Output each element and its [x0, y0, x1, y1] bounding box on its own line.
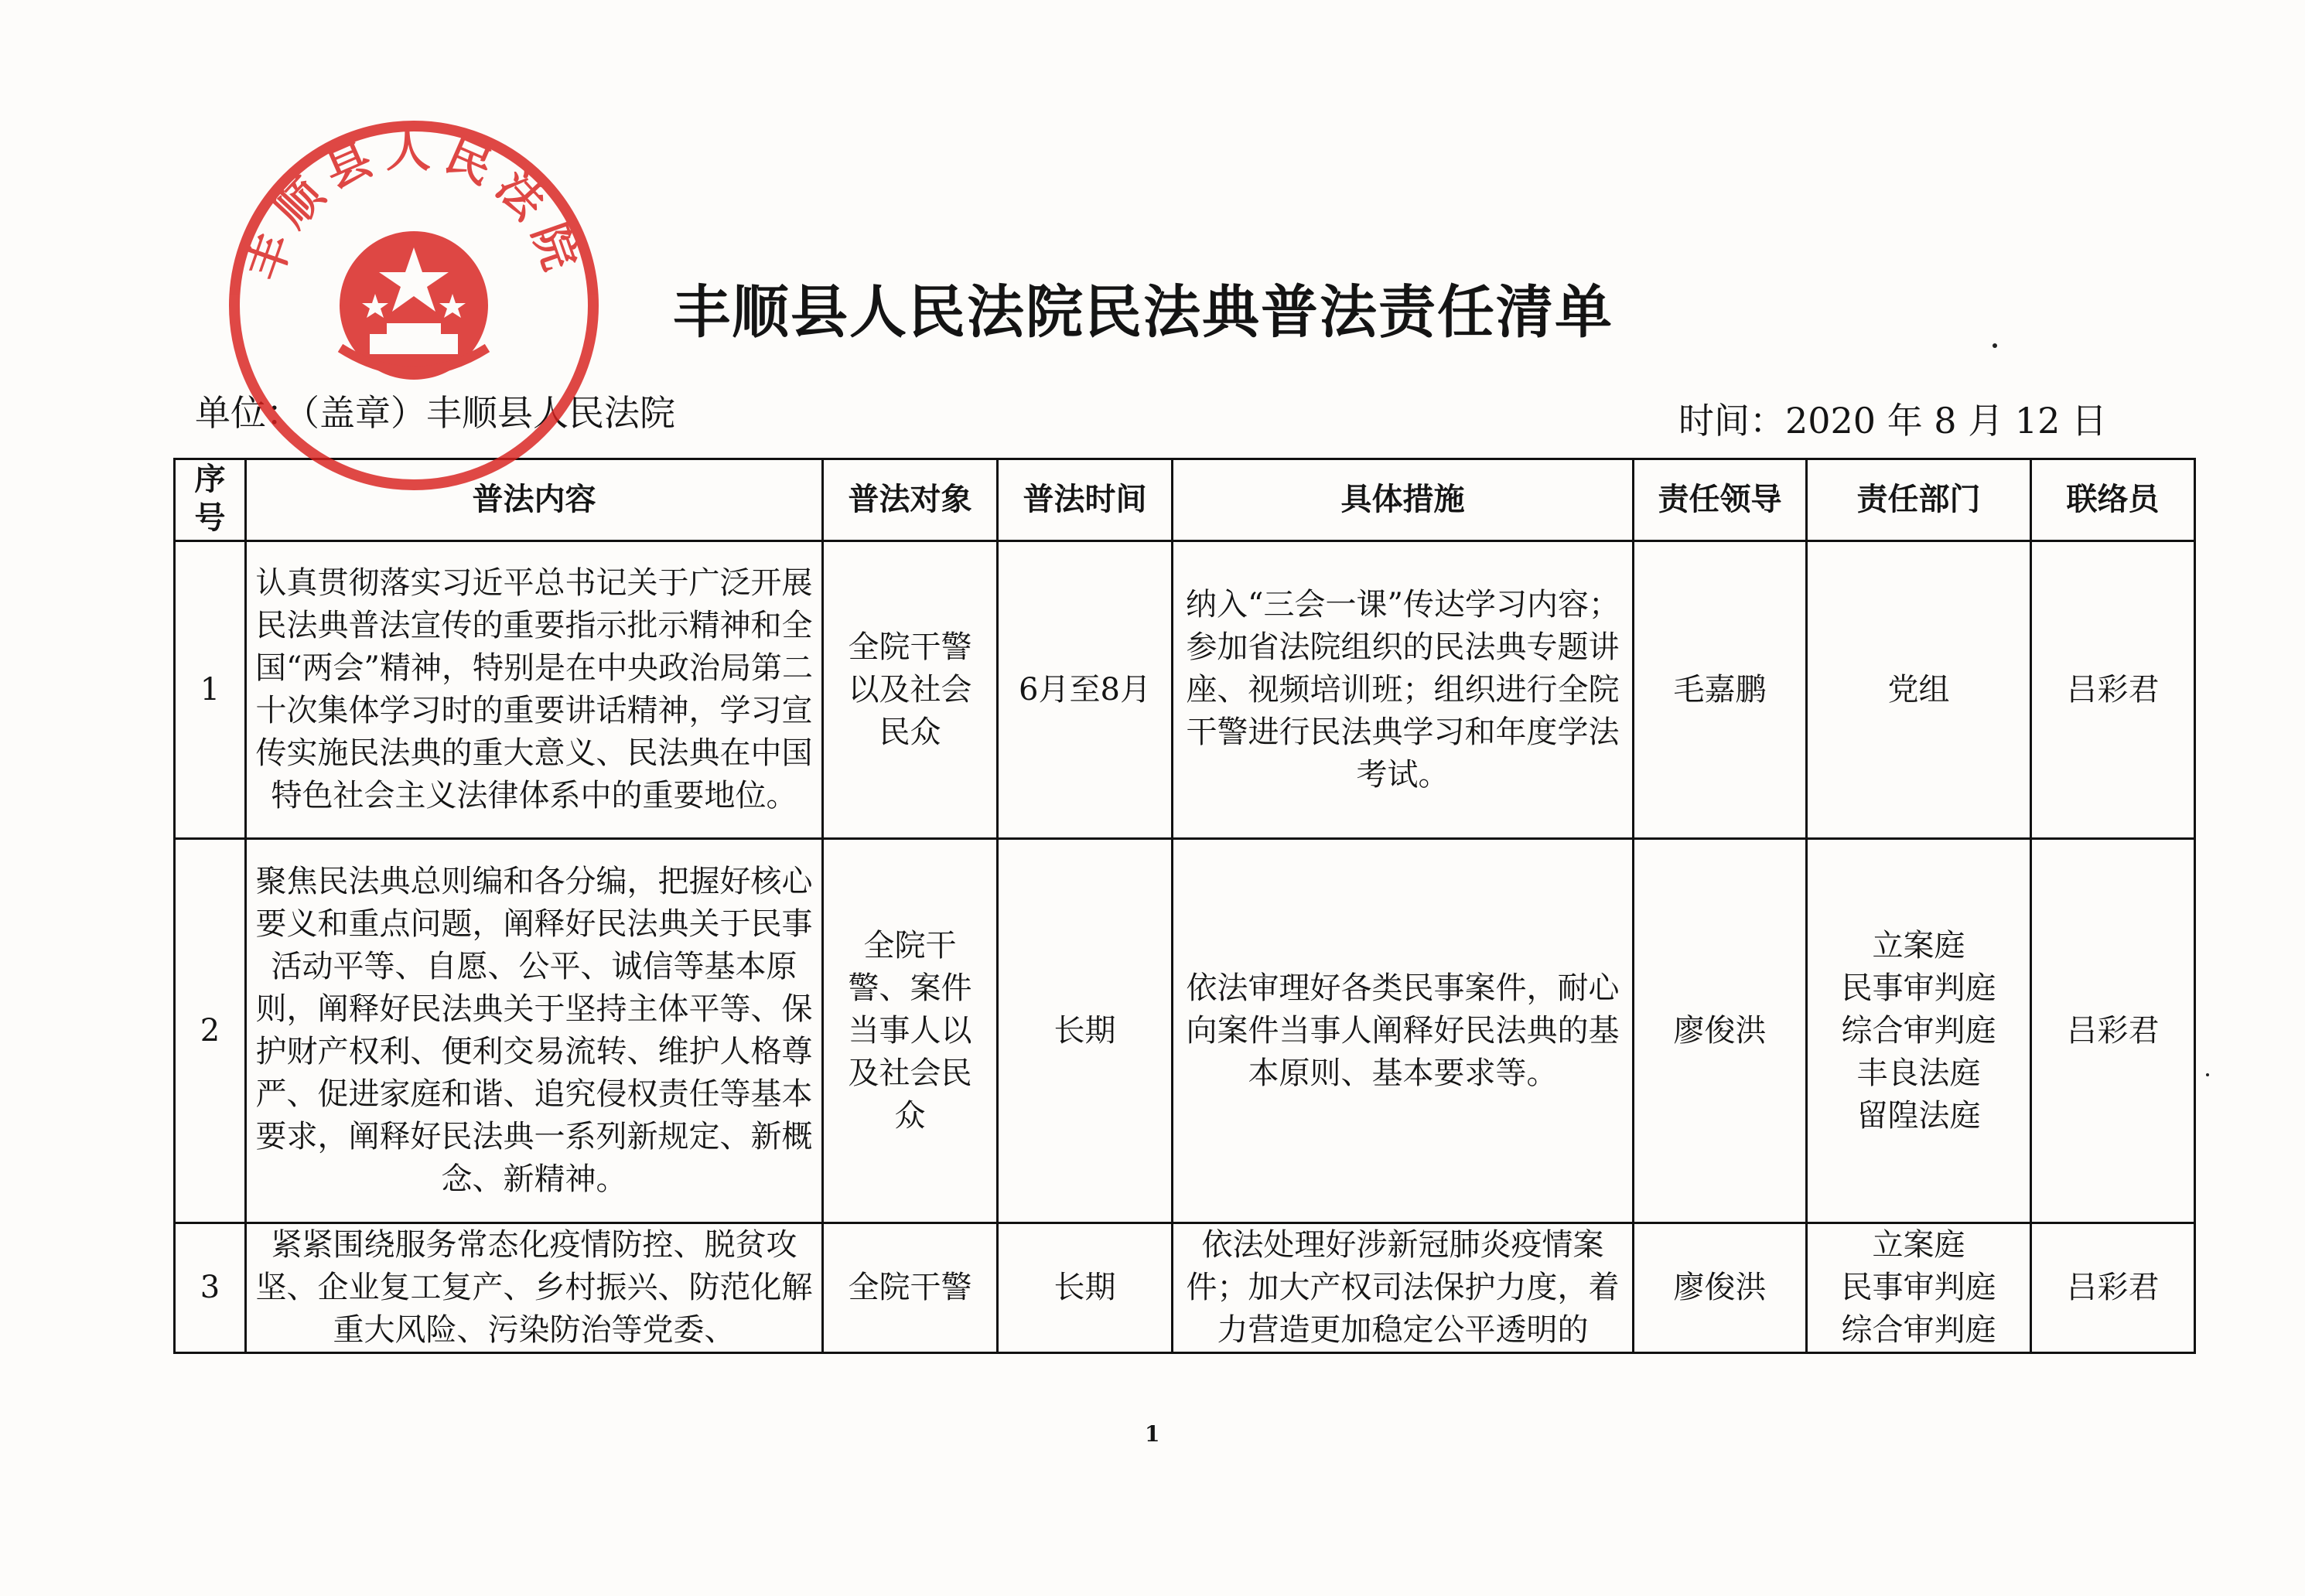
header-target: 普法对象	[823, 459, 998, 541]
row-number: 3	[175, 1223, 246, 1353]
row-dept: 立案庭 民事审判庭 综合审判庭	[1807, 1223, 2031, 1353]
header-time: 普法时间	[998, 459, 1173, 541]
header-dept: 责任部门	[1807, 459, 2031, 541]
row-time: 长期	[998, 839, 1173, 1223]
row-leader: 廖俊洪	[1634, 839, 1807, 1223]
header-no: 序号	[175, 459, 246, 541]
row-contact: 吕彩君	[2031, 541, 2195, 839]
row-leader: 廖俊洪	[1634, 1223, 1807, 1353]
row-dept: 立案庭 民事审判庭 综合审判庭 丰良法庭 留隍法庭	[1807, 839, 2031, 1223]
header-content: 普法内容	[246, 459, 823, 541]
row-contact: 吕彩君	[2031, 839, 2195, 1223]
row-number: 1	[175, 541, 246, 839]
row-content: 认真贯彻落实习近平总书记关于广泛开展民法典普法宣传的重要指示批示精神和全国“两会”精神，特别是在中央政治局第二十次集体学习时的重要讲话精神，学习宣传实施民法典的重大意义、民法典在中国特色社会主义法律体系中的重要地位。	[246, 541, 823, 839]
page-number: 1	[1145, 1421, 1160, 1447]
speck-mark	[2206, 1073, 2209, 1076]
court-seal-icon	[224, 116, 603, 495]
row-target: 全院干警以及社会民众	[823, 541, 998, 839]
row-content: 聚焦民法典总则编和各分编，把握好核心要义和重点问题，阐释好民法典关于民事活动平等、自愿、公平、诚信等基本原则，阐释好民法典关于坚持主体平等、保护财产权利、便利交易流转、维护人格尊严、促进家庭和谐、追究侵权责任等基本要求，阐释好民法典一系列新规定、新概念、新精神。	[246, 839, 823, 1223]
row-contact: 吕彩君	[2031, 1223, 2195, 1353]
header-contact: 联络员	[2031, 459, 2195, 541]
row-measures: 依法处理好涉新冠肺炎疫情案件；加大产权司法保护力度，着力营造更加稳定公平透明的	[1173, 1223, 1634, 1353]
row-number: 2	[175, 839, 246, 1223]
row-measures: 依法审理好各类民事案件，耐心向案件当事人阐释好民法典的基本原则、基本要求等。	[1173, 839, 1634, 1223]
row-measures: 纳入“三会一课”传达学习内容；参加省法院组织的民法典专题讲座、视频培训班；组织进行全院干警进行民法典学习和年度学法考试。	[1173, 541, 1634, 839]
table-row	[175, 839, 2195, 1223]
header-measures: 具体措施	[1173, 459, 1634, 541]
row-time: 6月至8月	[998, 541, 1173, 839]
responsibility-table	[173, 458, 2196, 1354]
document-title: 丰顺县人民法院民法典普法责任清单	[673, 279, 1614, 346]
header-leader: 责任领导	[1634, 459, 1807, 541]
table-row	[175, 541, 2195, 839]
row-content: 紧紧围绕服务常态化疫情防控、脱贫攻坚、企业复工复产、乡村振兴、防范化解重大风险、污染防治等党委、	[246, 1223, 823, 1353]
row-dept: 党组	[1807, 541, 2031, 839]
row-leader: 毛嘉鹏	[1634, 541, 1807, 839]
row-time: 长期	[998, 1223, 1173, 1353]
row-target: 全院干警	[823, 1223, 998, 1353]
seal-text: 丰顺县人民法院	[237, 124, 591, 287]
speck-mark	[1993, 343, 1997, 348]
table-row	[175, 1223, 2195, 1353]
row-target: 全院干警、案件当事人以及社会民众	[823, 839, 998, 1223]
date-line: 时间：2020 年 8 月 12 日	[1678, 400, 2107, 442]
unit-line: 单位：（盖章）丰顺县人民法院	[195, 392, 675, 434]
